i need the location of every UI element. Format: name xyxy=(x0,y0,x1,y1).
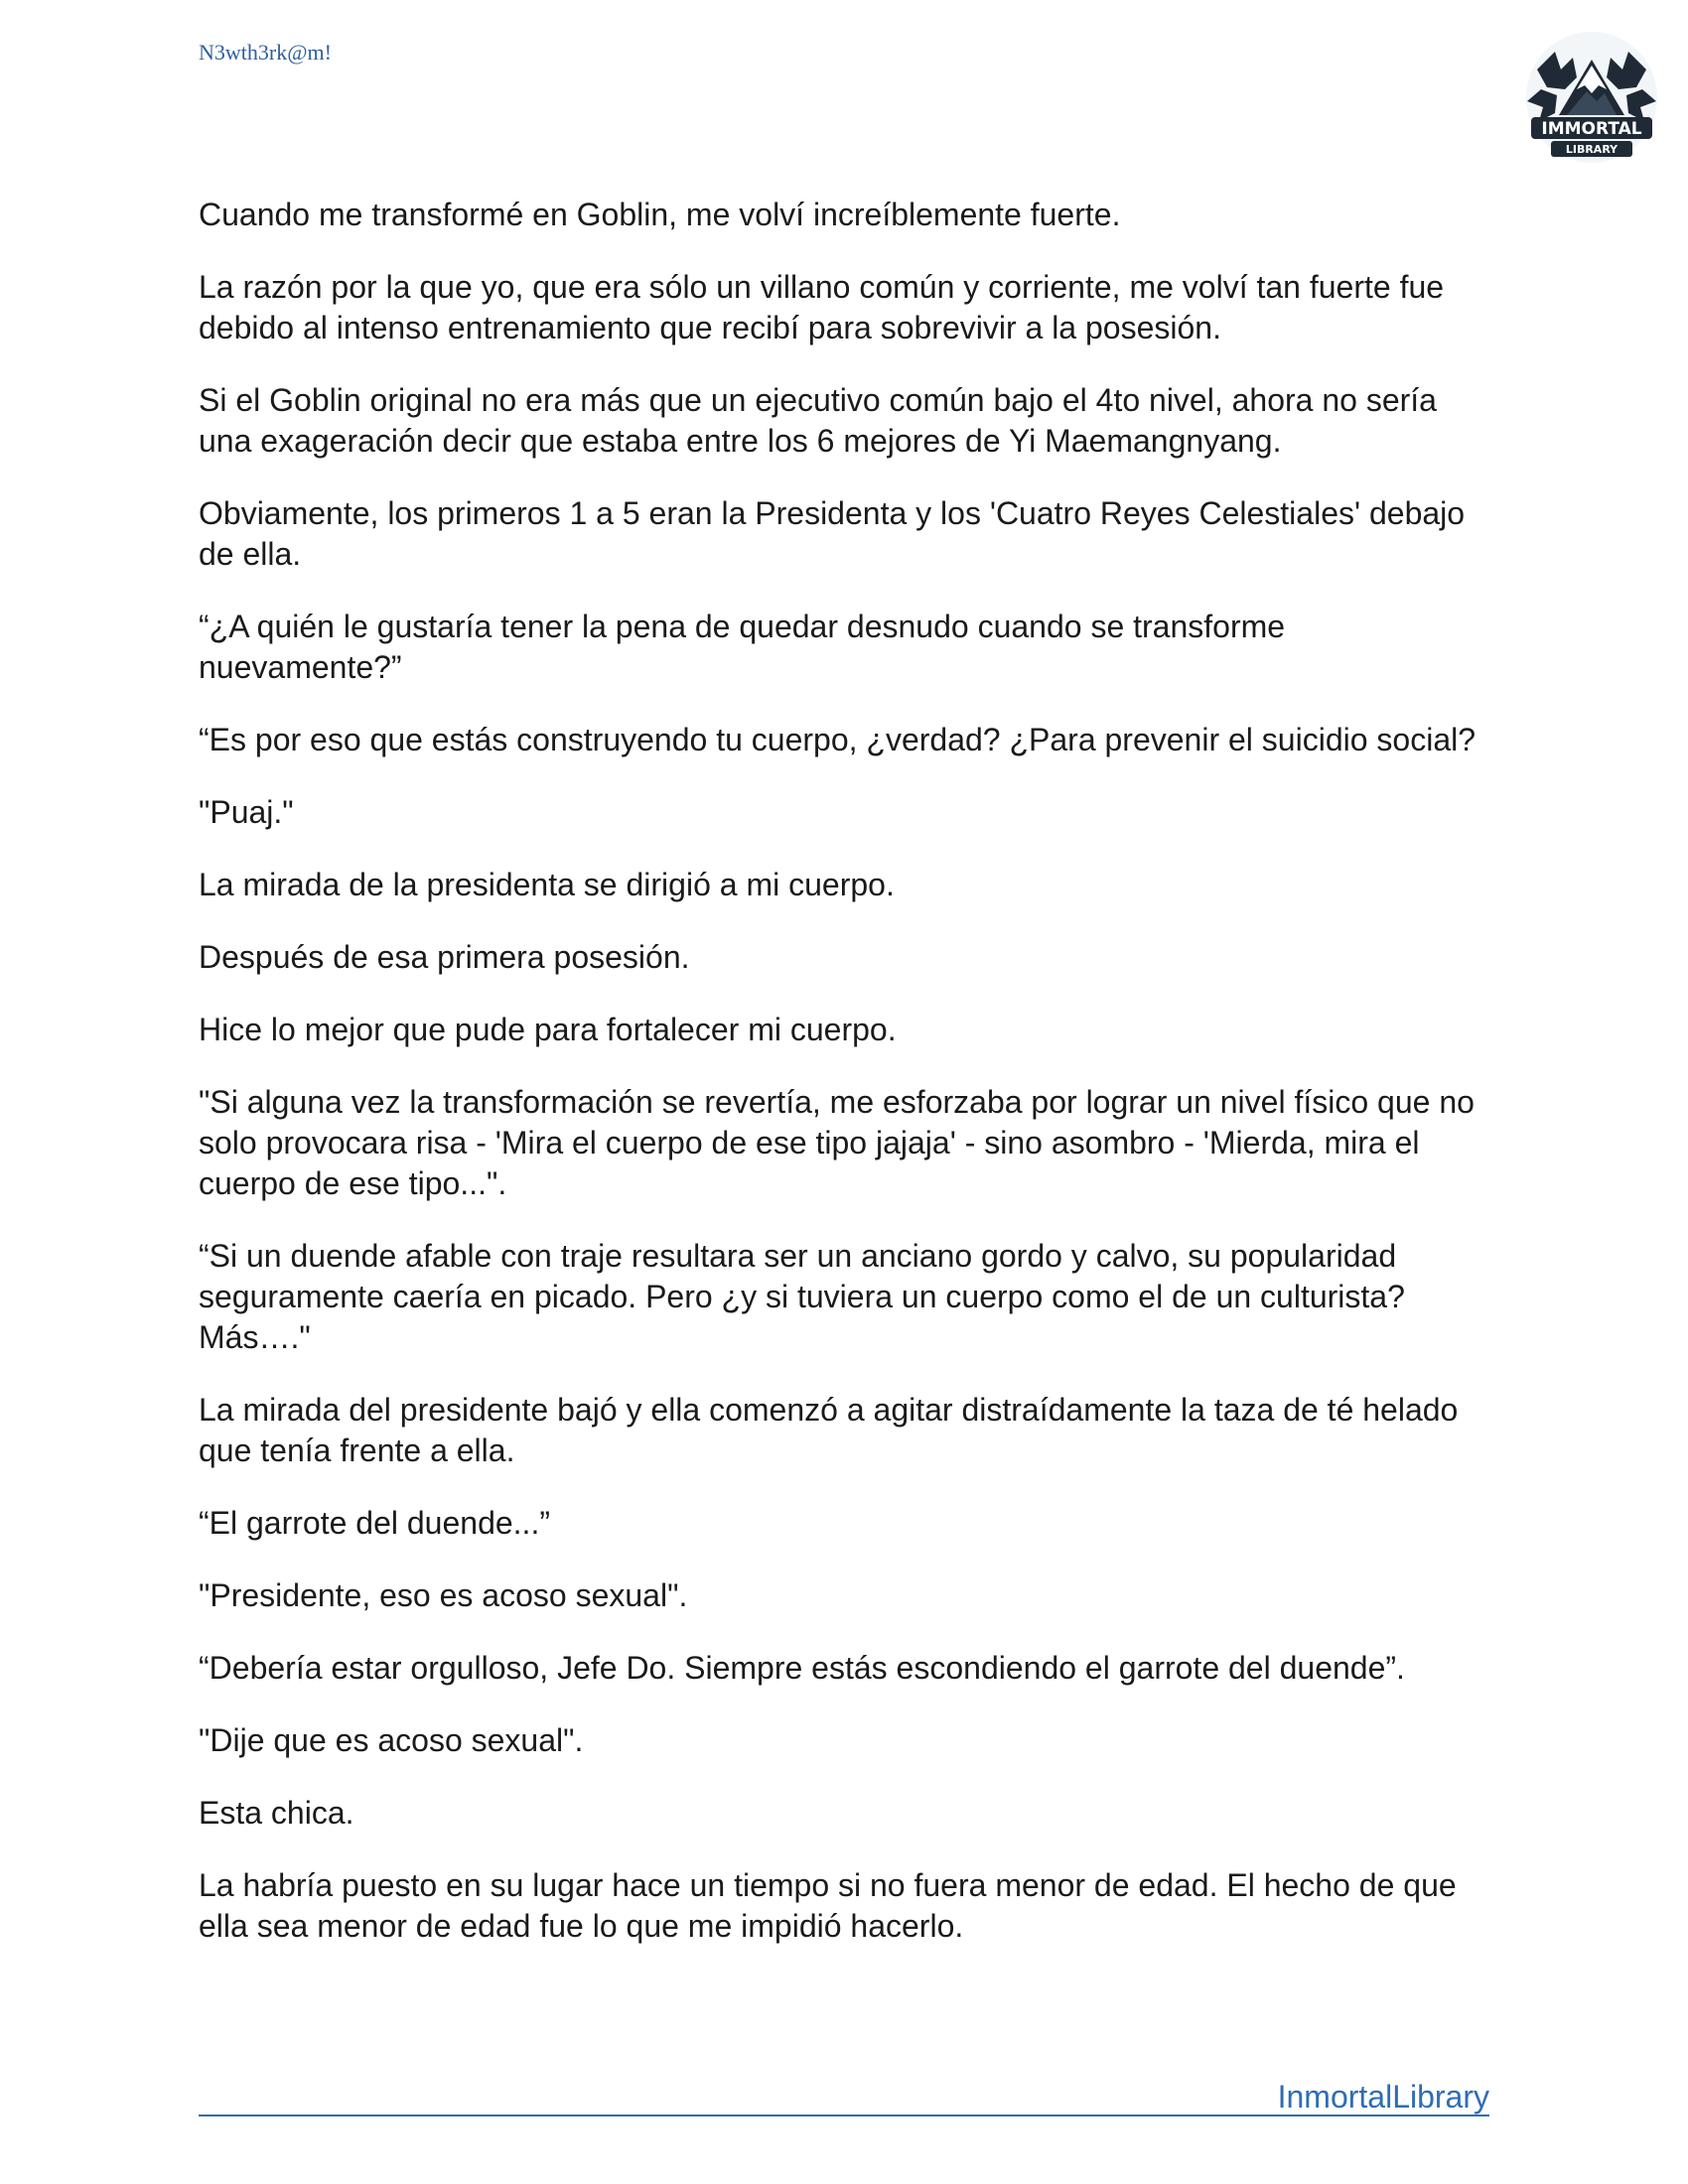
logo-text-bottom: LIBRARY xyxy=(1565,143,1618,156)
immortal-library-logo xyxy=(1517,30,1666,169)
paragraph: Esta chica. xyxy=(199,1795,354,1831)
paragraph: La habría puesto en su lugar hace un tiempo si no fuera menor de edad. El hecho de que ella sea menor de edad fue lo que me impidió hacerlo. xyxy=(199,1867,1457,1944)
paragraph: Después de esa primera posesión. xyxy=(199,939,690,975)
paragraph: "Puaj." xyxy=(199,794,294,830)
logo-text-top: IMMORTAL xyxy=(1541,119,1642,139)
paragraph: La razón por la que yo, que era sólo un villano común y corriente, me volví tan fuerte fue debido al intenso entrenamiento que recibí para sobrevivir a la posesión. xyxy=(199,269,1445,345)
paragraph: Obviamente, los primeros 1 a 5 eran la Presidenta y los 'Cuatro Reyes Celestiales' debajo de ella. xyxy=(199,495,1466,572)
paragraph: "Dije que es acoso sexual". xyxy=(199,1722,584,1758)
paragraph: Cuando me transformé en Goblin, me volví increíblemente fuerte. xyxy=(199,197,1121,232)
paragraph: "Presidente, eso es acoso sexual". xyxy=(199,1577,688,1613)
paragraph: La mirada del presidente bajó y ella comenzó a agitar distraídamente la taza de té helado que tenía frente a ella. xyxy=(199,1392,1459,1468)
paragraph: “El garrote del duende...” xyxy=(199,1505,550,1541)
footer-link[interactable]: InmortalLibrary xyxy=(1277,2079,1489,2115)
paragraph: “Si un duende afable con traje resultara ser un anciano gordo y calvo, su popularidad seguramente caería en picado. Pero ¿y si tuviera un cuerpo como el de un culturista? Más…." xyxy=(199,1238,1405,1355)
paragraph: Si el Goblin original no era más que un ejecutivo común bajo el 4to nivel, ahora no sería una exageración decir que estaba entre los 6 mejores de Yi Maemangnyang. xyxy=(199,382,1437,459)
paragraph: Hice lo mejor que pude para fortalecer mi cuerpo. xyxy=(199,1012,897,1047)
paragraph: "Si alguna vez la transformación se revertía, me esforzaba por lograr un nivel físico que no solo provocara risa - 'Mira el cuerpo de ese tipo jajaja' - sino asombro - 'Mierda, mira el cuerpo de ese tipo...". xyxy=(199,1084,1475,1201)
paragraph: “Es por eso que estás construyendo tu cuerpo, ¿verdad? ¿Para prevenir el suicidio social? xyxy=(199,722,1477,757)
paragraph: “Debería estar orgulloso, Jefe Do. Siempre estás escondiendo el garrote del duende”. xyxy=(199,1650,1405,1686)
header-tag: N3wth3rk@m! xyxy=(199,40,332,65)
chapter-body xyxy=(199,195,1489,1979)
paragraph: La mirada de la presidenta se dirigió a mi cuerpo. xyxy=(199,867,895,902)
paragraph: “¿A quién le gustaría tener la pena de quedar desnudo cuando se transforme nuevamente?” xyxy=(199,609,1286,685)
